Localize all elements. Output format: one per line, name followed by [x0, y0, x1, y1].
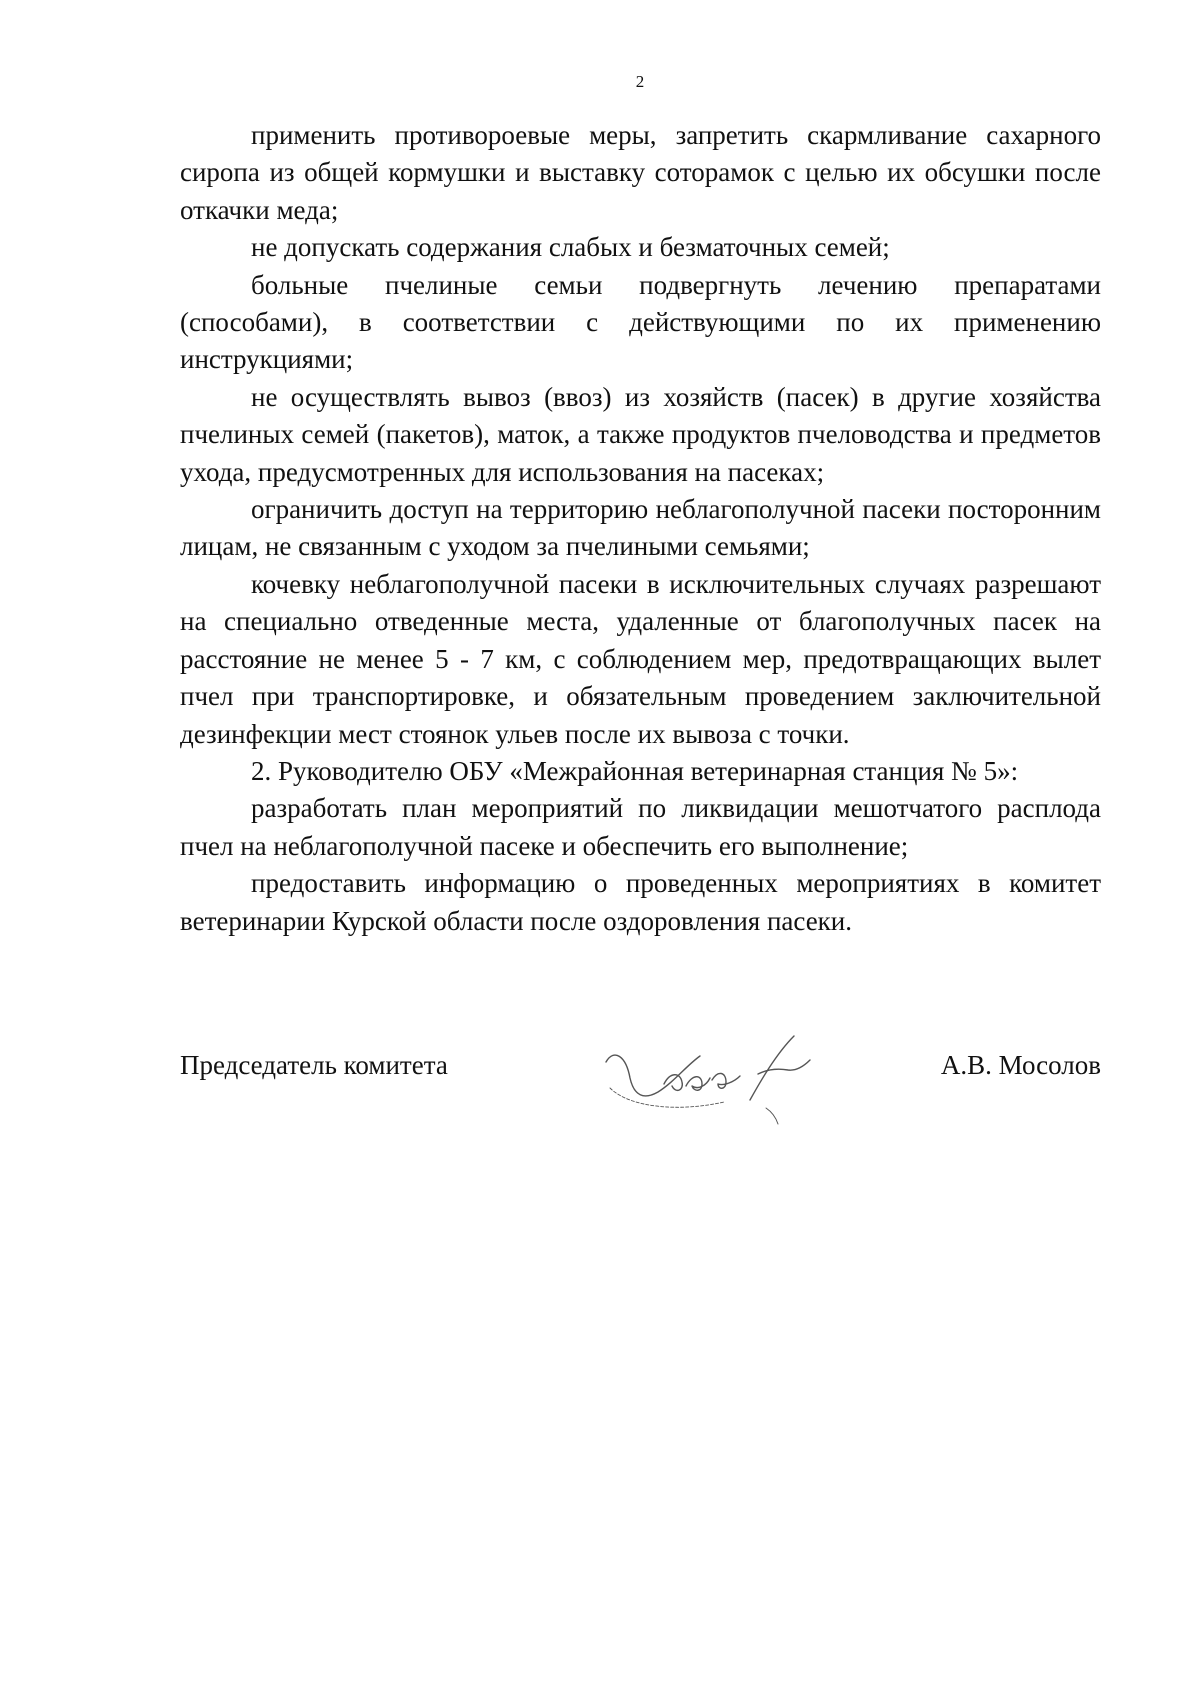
- paragraph-transport-ban: не осуществлять вывоз (ввоз) из хозяйств (пасек) в другие хозяйства пчелиных семей (пакетов), маток, а также продуктов пчеловодства и предметов ухода, предусмотренных для использования на пасеках;: [180, 381, 1101, 487]
- paragraph-treatment: больные пчелиные семьи подвергнуть лечению препаратами (способами), в соответствии с действующими по их применению инструкциями;: [180, 269, 1101, 375]
- paragraph-restrict-access: ограничить доступ на территорию неблагополучной пасеки посторонним лицам, не связанным с уходом за пчелиными семьями;: [180, 494, 1101, 562]
- paragraph-anti-swarming: применить противороевые меры, запретить скармливание сахарного сиропа из общей кормушки и выставку соторамок с целью их обсушки после откачки меда;: [180, 120, 1101, 225]
- paragraph-migration: кочевку неблагополучной пасеки в исключительных случаях разрешают на специально отведенные места, удаленные от благополучных пасек на расстояние не менее 5 - 7 км, с соблюдением мер, предотвращающих вылет пчел при транспортировке, и обязательным проведением заключительной дезинфекции мест стоянок ульев после их вывоза с точки.: [180, 568, 1101, 749]
- paragraph-action-plan: разработать план мероприятий по ликвидации мешотчатого расплода пчел на неблагополучной пасеке и обеспечить его выполнение;: [180, 793, 1101, 861]
- paragraph-weak-colonies: не допускать содержания слабых и безматочных семей;: [251, 232, 890, 263]
- paragraph-item-2-heading: 2. Руководителю ОБУ «Межрайонная ветеринарная станция № 5»:: [251, 755, 1019, 786]
- signatory-name: А.В. Мосолов: [940, 1050, 1101, 1080]
- paragraph-report: предоставить информацию о проведенных мероприятиях в комитет ветеринарии Курской области после оздоровления пасеки.: [180, 868, 1101, 936]
- signature-block: [180, 1030, 1101, 1120]
- page-number: 2: [635, 72, 645, 91]
- signatory-title: Председатель комитета: [180, 1050, 448, 1080]
- document-body: [180, 117, 1101, 940]
- handwritten-signature: [600, 1026, 840, 1126]
